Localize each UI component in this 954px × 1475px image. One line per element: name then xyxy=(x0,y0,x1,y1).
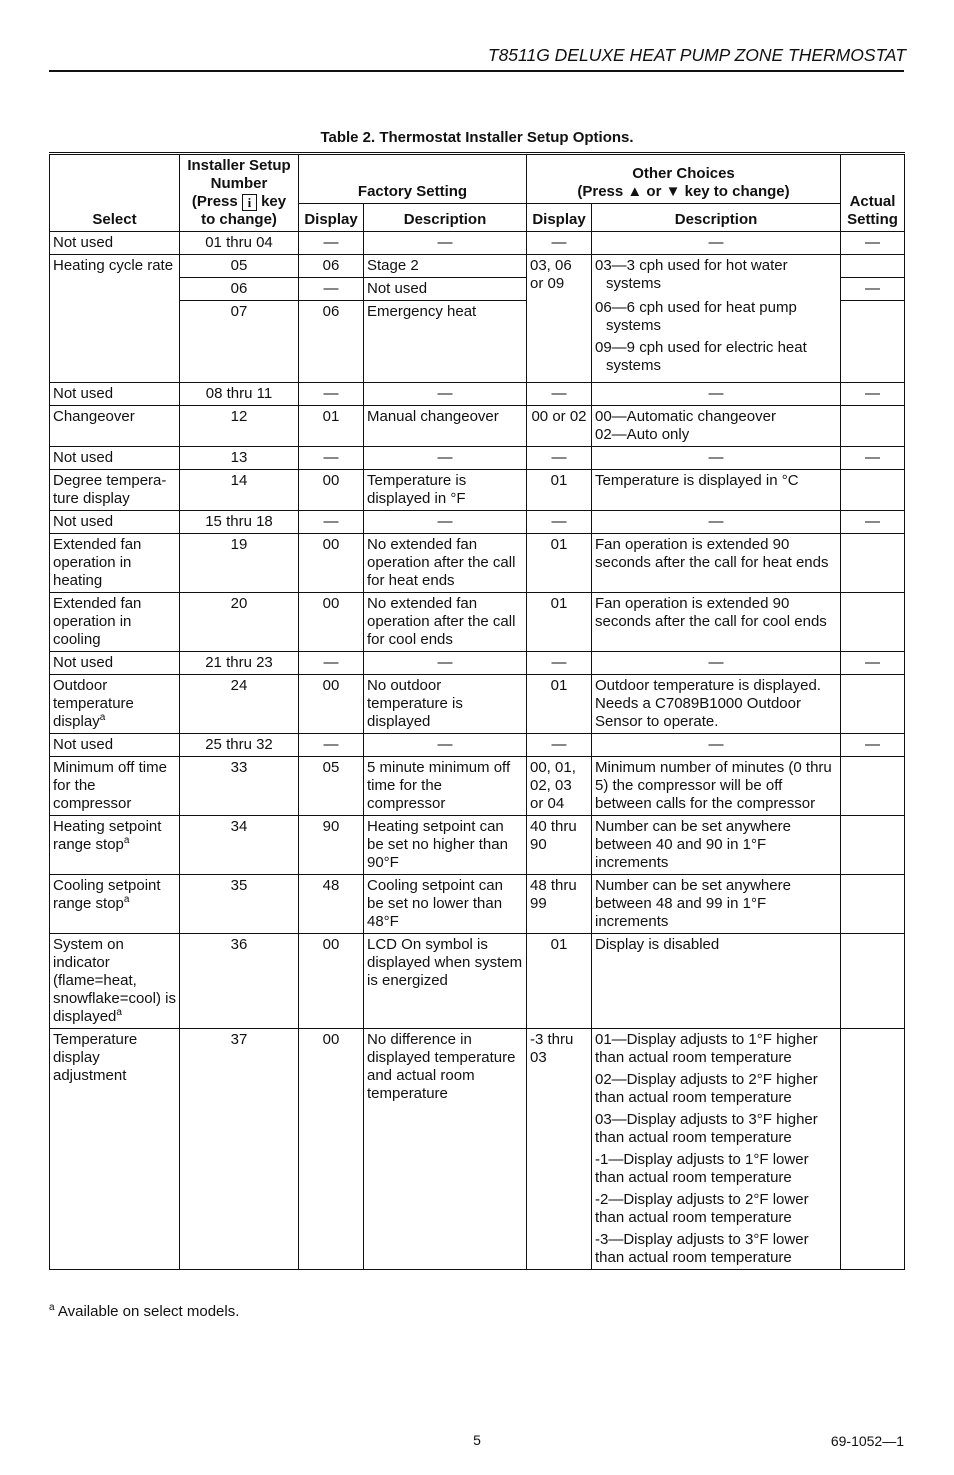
cell-factory-description: No extended fan operation after the call for cool ends xyxy=(364,593,527,652)
table-row xyxy=(50,934,905,1029)
cell-factory-display: — xyxy=(299,511,364,534)
cell-other-display: 40 thru 90 xyxy=(527,816,592,875)
cell-select: Not used xyxy=(50,734,180,757)
cell-number: 20 xyxy=(180,593,299,652)
col-other-line2: (Press ▲ or ▼ key to change) xyxy=(577,183,790,201)
cell-other-display: 01 xyxy=(527,470,592,511)
cell-factory-display: 00 xyxy=(299,593,364,652)
cell-factory-display: 00 xyxy=(299,934,364,1029)
cell-number: 35 xyxy=(180,875,299,934)
select-text: Heating setpoint range stop xyxy=(53,818,162,853)
col-select-header: Select xyxy=(50,154,180,232)
footnote-marker: a xyxy=(116,1007,122,1018)
cell-select: Not used xyxy=(50,447,180,470)
cell-other-description xyxy=(592,1029,841,1270)
cell-other-description: Minimum number of minutes (0 thru 5) the compressor will be off between calls for the compressor xyxy=(592,757,841,816)
cell-actual: — xyxy=(841,447,905,470)
cell-other-display: — xyxy=(527,232,592,255)
cell-factory-description: — xyxy=(364,232,527,255)
table-row xyxy=(50,470,905,511)
select-text: Cooling setpoint range stop xyxy=(53,877,161,912)
col-other-description-header: Description xyxy=(592,204,841,232)
cell-number: 24 xyxy=(180,675,299,734)
table-caption: Table 2. Thermostat Installer Setup Options. xyxy=(320,129,634,146)
cell-other-description: — xyxy=(592,447,841,470)
cell-factory-display: 06 xyxy=(299,301,364,383)
cell-factory-description: Heating setpoint can be set no higher than 90°F xyxy=(364,816,527,875)
col-factory-description-header: Description xyxy=(364,204,527,232)
cell-factory-description: 5 minute minimum off time for the compressor xyxy=(364,757,527,816)
cell-other-description: — xyxy=(592,734,841,757)
cell-select: Extended fan operation in cooling xyxy=(50,593,180,652)
cell-other-display: 01 xyxy=(527,934,592,1029)
cell-other-display: 01 xyxy=(527,534,592,593)
col-other-display-header: Display xyxy=(527,204,592,232)
col-number-header xyxy=(180,154,299,232)
table-row xyxy=(50,447,905,470)
cell-number: 33 xyxy=(180,757,299,816)
document-header-title: T8511G DELUXE HEAT PUMP ZONE THERMOSTAT xyxy=(487,45,906,65)
cell-factory-description: Manual changeover xyxy=(364,406,527,447)
cell-factory-display: 00 xyxy=(299,470,364,511)
cell-number: 19 xyxy=(180,534,299,593)
cell-factory-description: — xyxy=(364,383,527,406)
cell-factory-display: — xyxy=(299,447,364,470)
col-factory-display-header: Display xyxy=(299,204,364,232)
cell-select: Extended fan operation in heating xyxy=(50,534,180,593)
footnote-marker: a xyxy=(123,894,130,905)
footnote-marker: a xyxy=(123,835,130,846)
cell-factory-description: No outdoor temperature is displayed xyxy=(364,675,527,734)
cell-factory-description: Emergency heat xyxy=(364,301,527,383)
cell-factory-display: — xyxy=(299,278,364,301)
table-row xyxy=(50,734,905,757)
table-head xyxy=(50,154,905,232)
cell-number: 36 xyxy=(180,934,299,1029)
cell-other-description xyxy=(592,255,841,383)
option-text: 06—6 cph used for heat pump systems xyxy=(595,299,797,334)
cell-other-display: 48 thru 99 xyxy=(527,875,592,934)
footnote-marker: a xyxy=(49,1302,55,1313)
cell-actual xyxy=(841,816,905,875)
cell-other-description: Number can be set anywhere between 40 and 90 in 1°F increments xyxy=(592,816,841,875)
col-other-header xyxy=(527,154,841,204)
cell-other-description: Fan operation is extended 90 seconds after the call for cool ends xyxy=(592,593,841,652)
cell-select: Minimum off time for the compressor xyxy=(50,757,180,816)
cell-other-display: — xyxy=(527,734,592,757)
col-actual-header: Actual Setting xyxy=(841,154,905,232)
cell-actual: — xyxy=(841,232,905,255)
cell-number: 14 xyxy=(180,470,299,511)
cell-number: 34 xyxy=(180,816,299,875)
cell-other-description: Fan operation is extended 90 seconds after the call for heat ends xyxy=(592,534,841,593)
header-rule xyxy=(49,70,904,72)
installer-setup-table xyxy=(49,152,905,1270)
cell-factory-display: 00 xyxy=(299,675,364,734)
option-text: 00—Automatic changeover xyxy=(595,408,776,425)
cell-select: Changeover xyxy=(50,406,180,447)
table-row xyxy=(50,534,905,593)
cell-other-description: — xyxy=(592,652,841,675)
col-number-press: (Press xyxy=(191,193,238,210)
cell-factory-description: No extended fan operation after the call for heat ends xyxy=(364,534,527,593)
cell-number: 21 thru 23 xyxy=(180,652,299,675)
table-row xyxy=(50,816,905,875)
cell-other-description: — xyxy=(592,511,841,534)
table-row xyxy=(50,652,905,675)
cell-other-display: 00, 01, 02, 03 or 04 xyxy=(527,757,592,816)
option-text: -3—Display adjusts to 3°F lower than actual room temperature xyxy=(595,1231,809,1266)
cell-number: 15 thru 18 xyxy=(180,511,299,534)
cell-other-display: -3 thru 03 xyxy=(527,1029,592,1270)
cell-factory-display: 05 xyxy=(299,757,364,816)
cell-other-display: 01 xyxy=(527,593,592,652)
footnote-marker: a xyxy=(99,712,106,723)
cell-factory-display: — xyxy=(299,734,364,757)
table-footnote xyxy=(49,1303,239,1320)
cell-number: 07 xyxy=(180,301,299,383)
cell-other-description: — xyxy=(592,232,841,255)
col-number-line1: Installer Setup Number xyxy=(187,157,291,192)
cell-other-description: Number can be set anywhere between 48 and 99 in 1°F increments xyxy=(592,875,841,934)
option-text: -1—Display adjusts to 1°F lower than actual room temperature xyxy=(595,1151,809,1186)
cell-factory-description: — xyxy=(364,447,527,470)
cell-actual xyxy=(841,1029,905,1270)
cell-actual xyxy=(841,470,905,511)
cell-number: 01 thru 04 xyxy=(180,232,299,255)
info-key-icon: i xyxy=(242,194,257,211)
cell-factory-display: 00 xyxy=(299,1029,364,1270)
cell-factory-description: Cooling setpoint can be set no lower than 48°F xyxy=(364,875,527,934)
select-text: System on indicator (flame=heat, snowflake=cool) is displayed xyxy=(53,936,176,1025)
cell-factory-description: Temperature is displayed in °F xyxy=(364,470,527,511)
cell-select xyxy=(50,816,180,875)
cell-number: 13 xyxy=(180,447,299,470)
cell-other-display: — xyxy=(527,511,592,534)
col-other-line1: Other Choices xyxy=(632,165,735,183)
table-row xyxy=(50,383,905,406)
cell-factory-description: No difference in displayed temperature and actual room temperature xyxy=(364,1029,527,1270)
cell-select: Temperature display adjustment xyxy=(50,1029,180,1270)
cell-select: Not used xyxy=(50,511,180,534)
cell-select xyxy=(50,675,180,734)
table-row xyxy=(50,406,905,447)
cell-factory-display: 00 xyxy=(299,534,364,593)
cell-other-description: — xyxy=(592,383,841,406)
cell-actual: — xyxy=(841,734,905,757)
select-text: Outdoor temperature display xyxy=(53,677,134,730)
cell-factory-description: LCD On symbol is displayed when system is energized xyxy=(364,934,527,1029)
table-row xyxy=(50,593,905,652)
option-text: -2—Display adjusts to 2°F lower than actual room temperature xyxy=(595,1191,809,1226)
cell-actual xyxy=(841,875,905,934)
option-text: 09—9 cph used for electric heat systems xyxy=(595,339,807,374)
table-row xyxy=(50,511,905,534)
cell-actual xyxy=(841,593,905,652)
cell-select: Degree tempera-ture display xyxy=(50,470,180,511)
table-row xyxy=(50,232,905,255)
cell-factory-display: 90 xyxy=(299,816,364,875)
table-row xyxy=(50,875,905,934)
cell-factory-description: Stage 2 xyxy=(364,255,527,278)
cell-number: 08 thru 11 xyxy=(180,383,299,406)
page-number: 5 xyxy=(473,1432,481,1448)
col-number-line3: to change) xyxy=(201,211,277,228)
cell-number: 12 xyxy=(180,406,299,447)
cell-factory-description: — xyxy=(364,652,527,675)
cell-other-display: — xyxy=(527,652,592,675)
option-text: 01—Display adjusts to 1°F higher than actual room temperature xyxy=(595,1031,818,1066)
col-factory-header: Factory Setting xyxy=(299,154,527,204)
cell-other-description: Temperature is displayed in °C xyxy=(592,470,841,511)
table-body xyxy=(50,232,905,1270)
cell-factory-display: 01 xyxy=(299,406,364,447)
option-text: 02—Auto only xyxy=(595,426,690,443)
cell-number: 37 xyxy=(180,1029,299,1270)
cell-actual: — xyxy=(841,652,905,675)
cell-other-display: — xyxy=(527,447,592,470)
table-row xyxy=(50,757,905,816)
cell-number: 06 xyxy=(180,278,299,301)
cell-actual: — xyxy=(841,383,905,406)
cell-actual xyxy=(841,675,905,734)
cell-select xyxy=(50,875,180,934)
cell-actual xyxy=(841,301,905,383)
cell-other-display: 01 xyxy=(527,675,592,734)
cell-actual: — xyxy=(841,511,905,534)
cell-factory-display: 48 xyxy=(299,875,364,934)
cell-actual xyxy=(841,255,905,278)
cell-factory-display: 06 xyxy=(299,255,364,278)
option-text: 02—Display adjusts to 2°F higher than actual room temperature xyxy=(595,1071,818,1106)
cell-actual xyxy=(841,534,905,593)
cell-select: Not used xyxy=(50,383,180,406)
cell-select: Not used xyxy=(50,232,180,255)
cell-select xyxy=(50,934,180,1029)
cell-factory-display: — xyxy=(299,652,364,675)
cell-other-display: — xyxy=(527,383,592,406)
cell-other-display: 03, 06 or 09 xyxy=(527,255,592,383)
table-row xyxy=(50,255,905,278)
cell-other-description: Outdoor temperature is displayed. Needs a C7089B1000 Outdoor Sensor to operate. xyxy=(592,675,841,734)
cell-number: 25 thru 32 xyxy=(180,734,299,757)
cell-actual xyxy=(841,406,905,447)
cell-factory-display: — xyxy=(299,383,364,406)
table-row xyxy=(50,675,905,734)
footnote-text: Available on select models. xyxy=(54,1303,240,1320)
header-row xyxy=(50,154,905,204)
cell-factory-description: Not used xyxy=(364,278,527,301)
cell-select: Heating cycle rate xyxy=(50,255,180,383)
cell-select: Not used xyxy=(50,652,180,675)
col-number-key: key xyxy=(261,193,287,210)
cell-other-display: 00 or 02 xyxy=(527,406,592,447)
document-number: 69-1052—1 xyxy=(830,1433,904,1449)
cell-factory-description: — xyxy=(364,734,527,757)
cell-factory-description: — xyxy=(364,511,527,534)
option-text: 03—Display adjusts to 3°F higher than actual room temperature xyxy=(595,1111,818,1146)
cell-actual: — xyxy=(841,278,905,301)
table-row xyxy=(50,1029,905,1270)
cell-other-description xyxy=(592,406,841,447)
cell-other-description: Display is disabled xyxy=(592,934,841,1029)
cell-actual xyxy=(841,934,905,1029)
option-text: 03—3 cph used for hot water systems xyxy=(595,257,788,292)
cell-number: 05 xyxy=(180,255,299,278)
cell-factory-display: — xyxy=(299,232,364,255)
cell-actual xyxy=(841,757,905,816)
